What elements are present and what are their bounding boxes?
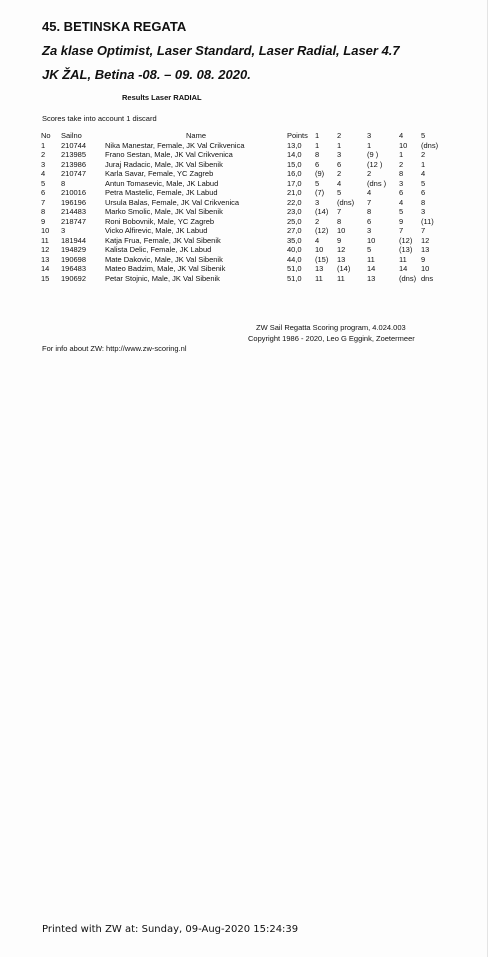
row-race-5: 1: [421, 159, 426, 169]
row-no: 2: [41, 150, 46, 159]
row-sailno: 210016: [61, 188, 87, 197]
row-race-1: 4: [315, 235, 320, 245]
row-race-5: 7: [421, 226, 426, 235]
row-race-2: 1: [337, 140, 342, 150]
row-race-1: 10: [315, 245, 324, 254]
row-race-4: 7: [399, 226, 404, 235]
row-race-2: 3: [337, 150, 342, 159]
row-race-2: 13: [337, 254, 346, 264]
table-row: [38, 217, 443, 227]
row-race-5: 6: [421, 188, 426, 197]
row-sailno: 190692: [61, 273, 87, 283]
row-race-4: 3: [399, 178, 404, 188]
row-points: 22,0: [287, 197, 302, 207]
row-points: 51,0: [287, 273, 302, 283]
row-name: Juraj Radacic, Male, JK Val Sibenik: [105, 159, 223, 169]
table-row: [38, 160, 443, 170]
row-no: 10: [41, 226, 50, 235]
row-sailno: 190698: [61, 254, 87, 264]
row-race-5: dns: [421, 273, 434, 283]
results-title: Results Laser RADIAL: [122, 93, 202, 102]
row-race-3: (9 ): [367, 150, 379, 159]
row-race-3: 7: [367, 197, 372, 207]
col-header-sailno: Sailno: [61, 131, 82, 140]
row-name: Katja Frua, Female, JK Val Sibenik: [105, 235, 221, 245]
table-row: [38, 150, 443, 160]
row-race-3: 8: [367, 207, 372, 216]
col-header-race-3: 3: [367, 131, 372, 140]
row-race-4: 9: [399, 216, 404, 226]
table-row: [38, 169, 443, 179]
row-name: Petar Stojnic, Male, JK Val Sibenik: [105, 273, 220, 283]
row-no: 7: [41, 197, 46, 207]
printed-timestamp: Printed with ZW at: Sunday, 09-Aug-2020 15:24:39: [42, 924, 299, 935]
scoring-program-note: ZW Sail Regatta Scoring program, 4.024.003: [256, 323, 406, 332]
row-race-5: 13: [421, 245, 430, 254]
row-race-5: 12: [421, 235, 430, 245]
row-points: 15,0: [287, 159, 302, 169]
row-sailno: 218747: [61, 216, 87, 226]
table-header-row: [38, 131, 443, 141]
row-race-4: 6: [399, 188, 404, 197]
row-race-3: 11: [367, 254, 375, 264]
row-sailno: 194829: [61, 245, 87, 254]
row-points: 23,0: [287, 207, 302, 216]
row-race-2: 10: [337, 226, 346, 235]
row-name: Ursula Balas, Female, JK Val Crikvenica: [105, 197, 240, 207]
row-race-2: 6: [337, 159, 342, 169]
table-row: [38, 264, 443, 274]
row-race-4: 11: [399, 254, 407, 264]
row-name: Petra Mastelic, Female, JK Labud: [105, 188, 218, 197]
row-race-4: (12): [399, 235, 413, 245]
row-race-3: (12 ): [367, 159, 383, 169]
row-race-5: 5: [421, 178, 426, 188]
row-points: 21,0: [287, 188, 302, 197]
row-no: 9: [41, 216, 46, 226]
table-row: [38, 141, 443, 151]
row-race-3: 13: [367, 273, 376, 283]
row-race-1: (9): [315, 169, 325, 178]
results-table: [38, 131, 443, 283]
table-row: [38, 188, 443, 198]
table-row: [38, 255, 443, 265]
row-race-1: 3: [315, 197, 320, 207]
row-race-2: (dns): [337, 197, 355, 207]
row-race-3: 5: [367, 245, 372, 254]
table-row: [38, 245, 443, 255]
row-name: Mate Dakovic, Male, JK Val Sibenik: [105, 254, 223, 264]
row-no: 1: [41, 140, 46, 150]
row-points: 16,0: [287, 169, 302, 178]
row-race-4: 14: [399, 264, 408, 273]
row-race-4: 8: [399, 169, 404, 178]
row-race-5: 9: [421, 254, 426, 264]
row-race-5: 3: [421, 207, 426, 216]
row-race-3: 3: [367, 226, 372, 235]
row-no: 8: [41, 207, 46, 216]
row-race-2: 5: [337, 188, 342, 197]
row-race-3: 10: [367, 235, 376, 245]
row-no: 5: [41, 178, 46, 188]
row-sailno: 196483: [61, 264, 87, 273]
row-race-5: 8: [421, 197, 426, 207]
row-race-1: 2: [315, 216, 320, 226]
row-race-5: (dns): [421, 140, 439, 150]
row-name: Antun Tomasevic, Male, JK Labud: [105, 178, 219, 188]
info-link-text: For info about ZW: http://www.zw-scoring.nl: [42, 344, 187, 353]
row-race-1: (7): [315, 188, 325, 197]
results-body: [38, 141, 443, 284]
row-race-4: 1: [399, 150, 404, 159]
row-race-1: 8: [315, 150, 320, 159]
row-race-4: 5: [399, 207, 404, 216]
row-race-2: 2: [337, 169, 342, 178]
table-row: [38, 226, 443, 236]
row-race-3: 6: [367, 216, 372, 226]
col-header-points: Points: [287, 131, 308, 140]
row-race-3: (dns ): [367, 178, 387, 188]
regatta-classes: Za klase Optimist, Laser Standard, Laser Radial, Laser 4.7: [42, 43, 400, 58]
row-race-5: 2: [421, 150, 426, 159]
row-race-3: 2: [367, 169, 372, 178]
row-points: 51,0: [287, 264, 302, 273]
row-name: Kalista Delic, Female, JK Labud: [105, 245, 212, 254]
row-sailno: 210747: [61, 169, 87, 178]
row-no: 3: [41, 159, 46, 169]
row-points: 25,0: [287, 216, 302, 226]
col-header-no: No: [41, 131, 51, 140]
row-sailno: 196196: [61, 197, 87, 207]
row-sailno: 3: [61, 226, 66, 235]
row-race-5: (11): [421, 216, 434, 226]
row-race-3: 14: [367, 264, 376, 273]
row-race-2: 9: [337, 235, 342, 245]
row-name: Roni Bobovnik, Male, YC Zagreb: [105, 216, 215, 226]
row-points: 40,0: [287, 245, 302, 254]
row-sailno: 8: [61, 178, 66, 188]
row-race-4: 2: [399, 159, 404, 169]
row-race-3: 1: [367, 140, 372, 150]
row-no: 6: [41, 188, 46, 197]
row-points: 17,0: [287, 178, 302, 188]
col-header-name: Name: [185, 131, 206, 140]
row-race-4: 4: [399, 197, 404, 207]
regatta-venue-dates: JK ŽAL, Betina -08. – 09. 08. 2020.: [42, 67, 251, 82]
row-race-1: (15): [315, 254, 329, 264]
row-sailno: 213985: [61, 150, 87, 159]
row-name: Vicko Alfirevic, Male, JK Labud: [105, 226, 208, 235]
row-race-2: 8: [337, 216, 342, 226]
row-sailno: 214483: [61, 207, 87, 216]
row-race-1: 5: [315, 178, 320, 188]
row-name: Marko Smolic, Male, JK Val Sibenik: [105, 207, 223, 216]
table-row: [38, 274, 443, 284]
row-race-2: 12: [337, 245, 346, 254]
col-header-race-5: 5: [421, 131, 426, 140]
table-row: [38, 236, 443, 246]
row-no: 12: [41, 245, 50, 254]
row-race-1: (12): [315, 226, 329, 235]
row-race-5: 10: [421, 264, 430, 273]
row-race-3: 4: [367, 188, 372, 197]
col-header-race-1: 1: [315, 131, 320, 140]
row-race-2: 4: [337, 178, 342, 188]
scores-note: Scores take into account 1 discard: [42, 114, 157, 123]
row-no: 11: [41, 235, 49, 245]
row-race-1: (14): [315, 207, 329, 216]
row-sailno: 210744: [61, 140, 87, 150]
row-name: Nika Manestar, Female, JK Val Crikvenica: [105, 140, 245, 150]
row-race-1: 1: [315, 140, 320, 150]
row-race-5: 4: [421, 169, 426, 178]
row-race-2: (14): [337, 264, 351, 273]
table-row: [38, 179, 443, 189]
table-row: [38, 207, 443, 217]
row-points: 13,0: [287, 140, 302, 150]
row-no: 4: [41, 169, 46, 178]
row-race-4: 10: [399, 140, 408, 150]
row-no: 13: [41, 254, 50, 264]
row-no: 15: [41, 273, 50, 283]
row-race-1: 6: [315, 159, 320, 169]
regatta-title: 45. BETINSKA REGATA: [42, 19, 187, 34]
row-race-1: 13: [315, 264, 324, 273]
copyright-note: Copyright 1986 - 2020, Leo G Eggink, Zoetermeer: [248, 334, 415, 343]
row-points: 44,0: [287, 254, 302, 264]
table-row: [38, 198, 443, 208]
row-sailno: 181944: [61, 235, 87, 245]
row-name: Karla Savar, Female, YC Zagreb: [105, 169, 214, 178]
row-race-2: 7: [337, 207, 342, 216]
row-race-2: 11: [337, 273, 345, 283]
row-name: Mateo Badzim, Male, JK Val Sibenik: [105, 264, 226, 273]
row-points: 35,0: [287, 235, 302, 245]
row-no: 14: [41, 264, 50, 273]
row-race-4: (13): [399, 245, 413, 254]
col-header-race-2: 2: [337, 131, 342, 140]
row-points: 14,0: [287, 150, 302, 159]
row-race-4: (dns): [399, 273, 417, 283]
row-race-1: 11: [315, 273, 323, 283]
row-points: 27,0: [287, 226, 302, 235]
row-sailno: 213986: [61, 159, 87, 169]
col-header-race-4: 4: [399, 131, 404, 140]
row-name: Frano Sestan, Male, JK Val Crikvenica: [105, 150, 233, 159]
